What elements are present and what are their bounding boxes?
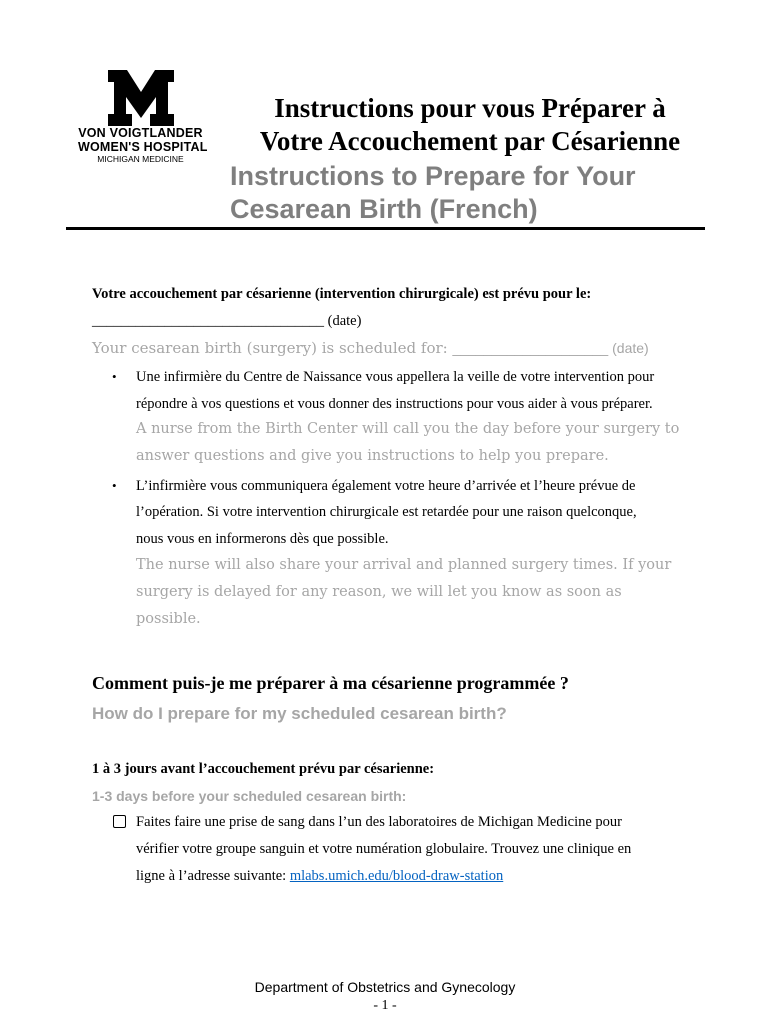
scheduled-fr: Votre accouchement par césarienne (intervention chirurgicale) est prévu pour le: <box>92 286 592 302</box>
title-en-line-1: Instructions to Prepare for Your <box>230 161 636 191</box>
footer-page-number: - 1 - <box>373 998 397 1013</box>
blood-draw-station-link[interactable]: mlabs.umich.edu/blood-draw-station <box>289 868 504 884</box>
bullet-2-fr-line-3: nous vous en informerons dès que possible. <box>136 531 389 547</box>
bullet-1-fr-line-1: Une infirmière du Centre de Naissance vous appellera la veille de votre intervention pour <box>136 369 655 385</box>
bullet-1-en-line-1: A nurse from the Birth Center will call you the day before your surgery to <box>136 421 680 437</box>
bullet-2-en-line-1: The nurse will also share your arrival and planned surgery times. If your <box>136 557 672 573</box>
logo-line-3: MICHIGAN MEDICINE <box>97 154 184 164</box>
bullet-1-en-line-2: answer questions and give you instructions to help you prepare. <box>136 448 609 464</box>
scheduled-en <box>92 339 649 358</box>
bullet-icon: • <box>112 478 117 493</box>
scheduled-en-text: Your cesarean birth (surgery) is scheduled for: <box>92 339 453 357</box>
bullet-2-fr-line-1: L’infirmière vous communiquera également votre heure d’arrivée et l’heure prévue de <box>136 478 636 494</box>
logo-line-1: VON VOIGTLANDER <box>78 126 203 140</box>
scheduled-en-blank: ____________________ <box>452 340 609 356</box>
checklist-item-line-2: vérifier votre groupe sanguin et votre numération globulaire. Trouvez une clinique en <box>136 841 632 857</box>
title-fr-line-2: Votre Accouchement par Césarienne <box>259 126 681 156</box>
logo-line-2: WOMEN'S HOSPITAL <box>78 140 208 154</box>
section-heading-fr: Comment puis-je me préparer à ma césarienne programmée ? <box>92 673 569 693</box>
bullet-2-fr-line-2: l’opération. Si votre intervention chirurgicale est retardée pour une raison quelconque, <box>136 504 637 520</box>
bullet-2-en-line-3: possible. <box>136 611 201 627</box>
section-heading-en: How do I prepare for my scheduled cesarean birth? <box>92 704 507 723</box>
scheduled-en-date: (date) <box>608 340 649 356</box>
subheading-fr: 1 à 3 jours avant l’accouchement prévu par césarienne: <box>92 761 435 777</box>
title-divider <box>66 227 705 230</box>
title-fr-line-1: Instructions pour vous Préparer à <box>274 93 666 123</box>
checklist-item-line-3 <box>136 868 503 885</box>
bullet-icon: • <box>112 369 117 384</box>
bullet-2-en-line-2: surgery is delayed for any reason, we will let you know as soon as <box>136 584 622 600</box>
footer-department: Department of Obstetrics and Gynecology <box>254 979 516 995</box>
hospital-logo <box>78 70 208 165</box>
title-en-line-2: Cesarean Birth (French) <box>230 194 538 224</box>
page-title <box>228 92 706 226</box>
date-line-fr: ________________________________ (date) <box>92 313 362 329</box>
subheading-en: 1-3 days before your scheduled cesarean birth: <box>92 788 407 804</box>
checkbox-blood-test[interactable] <box>113 815 126 828</box>
checklist-item-line-3-prefix: ligne à l’adresse suivante: <box>136 868 290 884</box>
bullet-1-fr-line-2: répondre à vos questions et vous donner des instructions pour vous aider à vous préparer. <box>136 396 653 412</box>
block-m-logo-icon <box>106 70 176 126</box>
checklist-item-line-1: Faites faire une prise de sang dans l’un des laboratoires de Michigan Medicine pour <box>136 814 623 830</box>
